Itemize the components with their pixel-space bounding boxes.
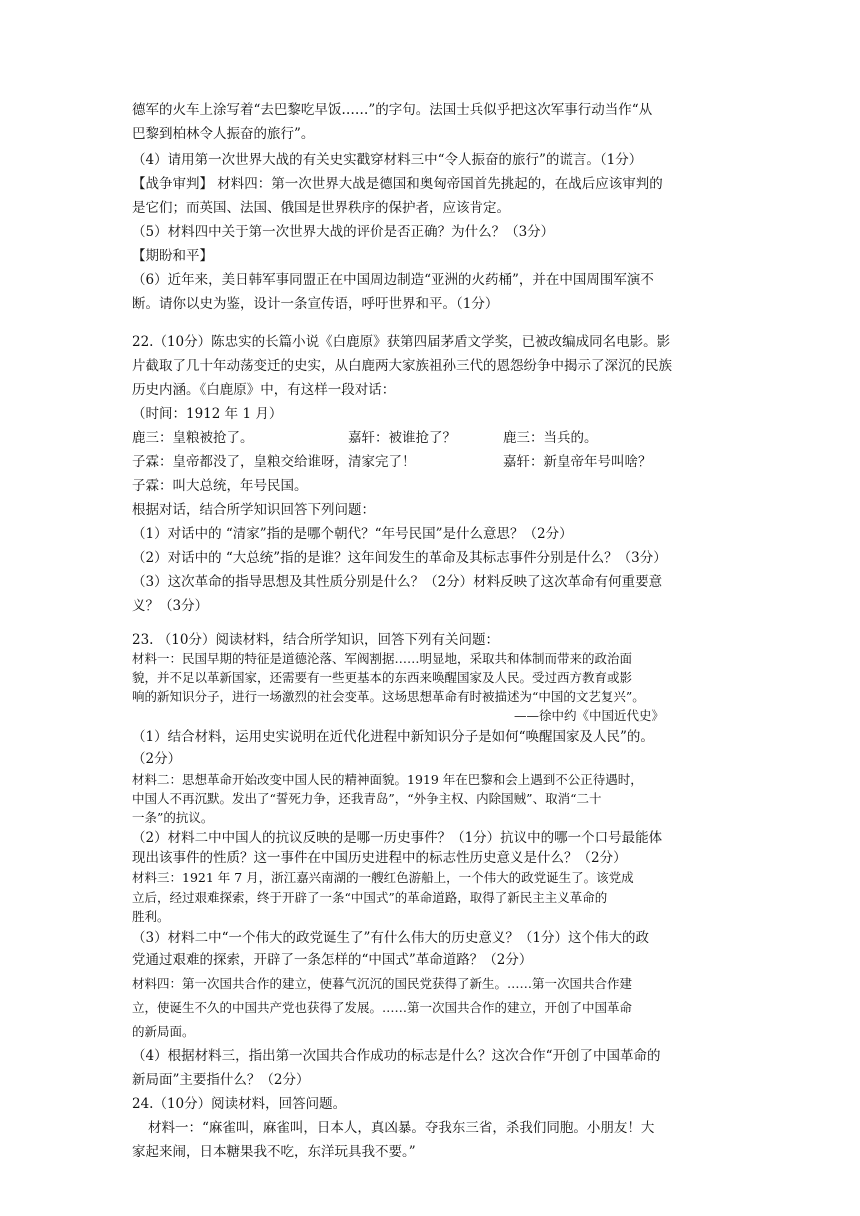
text-line: 立，使诞生不久的中国共产党也获得了发展。……第一次国共合作的建立，开创了中国革命	[132, 1000, 633, 1015]
material-4: 材料四：第一次国共合作的建立，使暮气沉沉的国民党获得了新生。……第一次国共合作建	[132, 976, 633, 991]
material-2: 材料二：思想革命开始改变中国人民的精神面貌。1919 年在巴黎和会上遇到不公正待遇时，	[132, 772, 643, 787]
text-line: 片截取了几十年动荡变迁的史实，从白鹿两大家族祖孙三代的恩怨纷争中揭示了深沉的民族	[132, 358, 672, 374]
question-23-heading: 23. （10分）阅读材料，结合所学知识，回答下列有关问题：	[132, 632, 499, 648]
question-22-3: （3）这次革命的指导思想及其性质分别是什么？（2分）材料反映了这次革命有何重要意	[132, 574, 663, 590]
text-line: 巴黎到柏林令人振奋的旅行”。	[132, 126, 315, 142]
text-line: 中国人不再沉默。发出了“誓死力争，还我青岛”，“外争主权、内除国贼”、取消“二十	[132, 791, 602, 806]
material-3: 材料三：1921 年 7 月，浙江嘉兴南湖的一艘红色游船上，一个伟大的政党诞生了。该党成	[132, 870, 634, 885]
question-24-heading: 24.（10分）阅读材料，回答问题。	[132, 1096, 347, 1112]
question-23-4: （4）根据材料三，指出第一次国共合作成功的标志是什么？这次合作“开创了中国革命的	[132, 1048, 661, 1064]
dialogue-line: 嘉轩：新皇帝年号叫啥？	[503, 454, 652, 470]
question-22-2: （2）对话中的 “大总统”指的是谁？这年间发生的革命及其标志事件分别是什么？（3分）	[132, 550, 667, 566]
dialogue-line: 嘉轩：被谁抢了？	[348, 430, 456, 446]
question-23-2: （2）材料二中中国人的抗议反映的是哪一历史事件？（1分）抗议中的哪一个口号最能体	[132, 830, 663, 846]
dialogue-line: 子霖：皇帝都没了，皇粮交给谁呀，清家完了！	[132, 454, 416, 470]
question-22-1: （1）对话中的 “清家”指的是哪个朝代？“年号民国”是什么意思？（2分）	[132, 526, 573, 542]
text-line: 的新局面。	[132, 1024, 195, 1039]
text-line: 胜利。	[132, 909, 170, 924]
text-line: 断。请你以史为鉴，设计一条宣传语，呼吁世界和平。（1分）	[132, 296, 499, 312]
question-5: （5）材料四中关于第一次世界大战的评价是否正确？为什么？（3分）	[132, 224, 555, 240]
text-line: 党通过艰难的探索，开辟了一条怎样的“中国式”革命道路？（2分）	[132, 952, 533, 968]
text-line: 新局面”主要指什么？（2分）	[132, 1072, 310, 1088]
text-line: 是它们；而英国、法国、俄国是世界秩序的保护者，应该肯定。	[132, 200, 510, 216]
text-line: 立后，经过艰难探索，终于开辟了一条“中国式”的革命道路，取得了新民主主义革命的	[132, 890, 608, 905]
text-line: 现出该事件的性质？这一事件在中国历史进程中的标志性历史意义是什么？（2分）	[132, 850, 627, 866]
citation: ——徐中约《中国近代史》	[514, 708, 665, 723]
text-line: 响的新知识分子，进行一场激烈的社会变革。这场思想革命有时被描述为“中国的文艺复兴”。	[132, 689, 645, 704]
section-war-trial: 【战争审判】 材料四：第一次世界大战是德国和奥匈帝国首先挑起的，在战后应该审判的	[132, 176, 663, 192]
question-6: （6）近年来，美日韩军事同盟正在中国周边制造“亚洲的火药桶”，并在中国周围军演不	[132, 272, 654, 288]
material-1: 材料一：民国早期的特征是道德沦落、军阀割据……明显地，采取共和体制而带来的政治面	[132, 651, 633, 666]
dialogue-line: 鹿三：当兵的。	[503, 430, 598, 446]
dialogue-line: 鹿三：皇粮被抢了。	[132, 430, 254, 446]
section-hope-peace: 【期盼和平】	[132, 248, 213, 264]
question-23-3: （3）材料二中“一个伟大的政党诞生了”有什么伟大的历史意义？（1分）这个伟大的政	[132, 930, 649, 946]
question-22-heading: 22.（10分）陈忠实的长篇小说《白鹿原》获第四届茅盾文学奖，已被改编成同名电影。影	[132, 334, 671, 350]
dialogue-time: （时间：1912 年 1 月）	[132, 406, 283, 422]
text-line: 根据对话，结合所学知识回答下列问题：	[132, 502, 375, 518]
text-line: 义？（3分）	[132, 598, 209, 614]
text-line: 德军的火车上涂写着“去巴黎吃早饭……”的字句。法国士兵似乎把这次军事行动当作“从	[132, 102, 653, 118]
text-line: 一条”的抗议。	[132, 810, 214, 825]
material-1: 材料一：“麻雀叫，麻雀叫，日本人，真凶暴。夺我东三省，杀我们同胞。小朋友！大	[148, 1120, 655, 1136]
question-23-1: （1）结合材料，运用史实说明在近代化进程中新知识分子是如何“唤醒国家及人民”的。	[132, 729, 654, 745]
text-line: （2分）	[132, 751, 182, 767]
text-line: 貌，并不足以革新国家，还需要有一些更基本的东西来唤醒国家及人民。受过西方教育或影	[132, 670, 633, 685]
question-4: （4）请用第一次世界大战的有关史实戳穿材料三中“令人振奋的旅行”的谎言。（1分）	[132, 152, 643, 168]
dialogue-line: 子霖：叫大总统，年号民国。	[132, 478, 308, 494]
text-line: 历史内涵。《白鹿原》中，有这样一段对话：	[132, 382, 396, 398]
text-line: 家起来闹，日本糖果我不吃，东洋玩具我不要。”	[132, 1144, 416, 1160]
